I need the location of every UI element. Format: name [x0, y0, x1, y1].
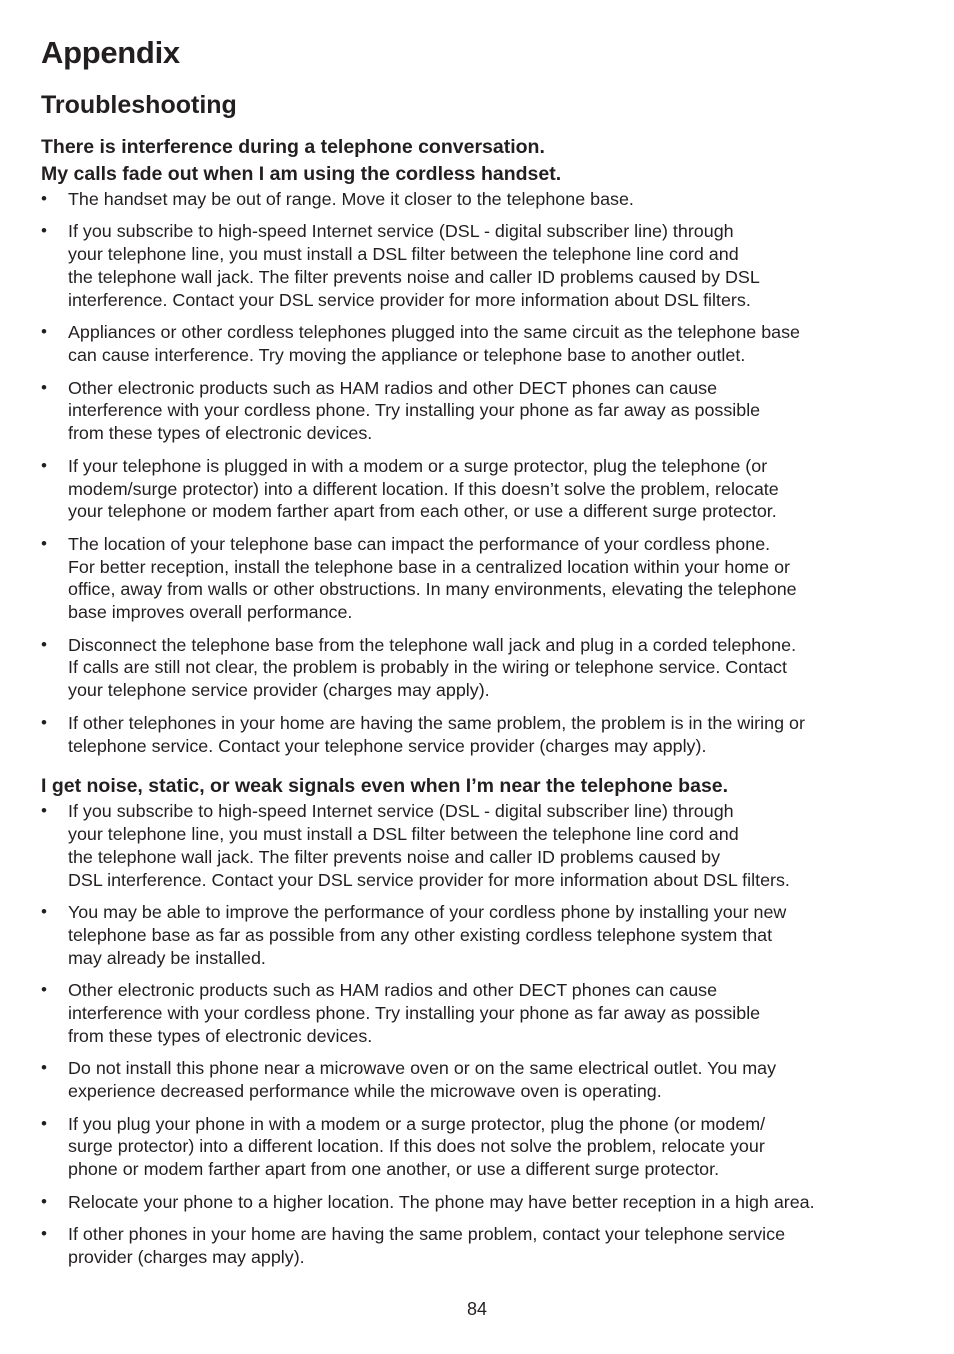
bullet-icon: •: [41, 455, 47, 475]
list-item: [41, 455, 921, 523]
list-item-text: The handset may be out of range. Move it closer to the telephone base.: [68, 189, 634, 209]
list-item-text: If your telephone is plugged in with a modem or a surge protector, plug the telephone (or modem/surge protector) into a different location. If this doesn’t solve the problem, relocate your telephone or modem farther apart from each other, or use a different surge protector.: [68, 455, 779, 522]
list-item-text: Relocate your phone to a higher location. The phone may have better reception in a high area.: [68, 1191, 815, 1212]
list-item: [41, 220, 921, 311]
bullet-icon: •: [41, 221, 47, 241]
list-item: [41, 321, 921, 367]
bullet-icon: •: [41, 1224, 47, 1244]
section-title: Troubleshooting: [41, 91, 237, 119]
page-title: Appendix: [41, 35, 180, 70]
problem-heading-interference: [41, 134, 921, 188]
list-item-text: Other electronic products such as HAM radios and other DECT phones can cause interference with your cordless phone. Try installing your phone as far away as possible from these types of electronic devices.: [68, 377, 761, 444]
list-item: [41, 800, 921, 891]
bullet-icon: •: [41, 1058, 47, 1078]
bullet-icon: •: [41, 902, 47, 922]
list-item: [41, 979, 921, 1047]
page-number: 84: [466, 1299, 488, 1319]
list-item: [41, 1057, 921, 1103]
bullet-icon: •: [41, 377, 47, 397]
list-item-text: If other phones in your home are having the same problem, contact your telephone service provider (charges may apply).: [68, 1224, 786, 1268]
bullet-icon: •: [41, 189, 47, 208]
bullet-icon: •: [41, 533, 47, 553]
bullet-icon: •: [41, 1191, 47, 1211]
problem-heading-line: My calls fade out when I am using the cordless handset.: [41, 163, 562, 185]
list-item: [41, 377, 921, 445]
bullet-icon: •: [41, 801, 47, 821]
list-item: [41, 634, 921, 702]
bullet-icon: •: [41, 712, 47, 732]
problem-heading-line: There is interference during a telephone conversation.: [41, 136, 545, 158]
list-item: [41, 1191, 921, 1214]
list-item: [41, 901, 921, 969]
problem-heading-noise-static: I get noise, static, or weak signals even when I’m near the telephone base.: [41, 775, 729, 798]
list-item-text: If you plug your phone in with a modem or a surge protector, plug the phone (or modem/ surge protector) into a different location. If this does not solve the problem, relocate your phone or modem farther apart from one another, or use a different surge protector.: [68, 1113, 766, 1180]
bullet-icon: •: [41, 322, 47, 342]
list-item: [41, 188, 921, 211]
bullet-icon: •: [41, 1113, 47, 1133]
list-item-text: Other electronic products such as HAM radios and other DECT phones can cause interference with your cordless phone. Try installing your phone as far away as possible from these types of electronic devices.: [68, 980, 761, 1046]
list-item-text: Appliances or other cordless telephones plugged into the same circuit as the telephone base can cause interference. Try moving the appliance or telephone base to another outlet.: [68, 322, 800, 366]
bullet-icon: •: [41, 634, 47, 654]
list-item-text: If you subscribe to high-speed Internet service (DSL - digital subscriber line) through your telephone line, you must install a DSL filter between the telephone line cord and the telephone wall jack. The filter prevents noise and caller ID problems caused by DSL interference. Contact your DSL service provider for more information about DSL filters.: [68, 801, 790, 890]
troubleshooting-content: [41, 134, 921, 1269]
list-item-text: If other telephones in your home are having the same problem, the problem is in the wiring or telephone service. Contact your telephone service provider (charges may apply).: [68, 712, 805, 756]
list-item-text: Disconnect the telephone base from the telephone wall jack and plug in a corded telephone. If calls are still not clear, the problem is probably in the wiring or telephone service. Contact your telephone service provider (charges may apply).: [68, 634, 797, 701]
list-item-text: You may be able to improve the performance of your cordless phone by installing your new telephone base as far as possible from any other existing cordless telephone system that may already be installed.: [68, 902, 787, 968]
list-item: [41, 1113, 921, 1181]
list-item: [41, 533, 921, 624]
bullet-icon: •: [41, 980, 47, 1000]
noise-solutions-list: [41, 800, 921, 1268]
list-item-text: If you subscribe to high-speed Internet service (DSL - digital subscriber line) through your telephone line, you must install a DSL filter between the telephone line cord and the telephone wall jack. The filter prevents noise and caller ID problems caused by DSL interference. Contact your DSL service provider for more information about DSL filters.: [68, 221, 760, 310]
list-item-text: The location of your telephone base can impact the performance of your cordless phone. For better reception, install the telephone base in a centralized location within your home or office, away from walls or other obstructions. In many environments, elevating the telephone base improves overall performance.: [68, 533, 797, 623]
list-item: [41, 1223, 921, 1269]
interference-solutions-list: [41, 188, 921, 757]
list-item: [41, 712, 921, 758]
list-item-text: Do not install this phone near a microwave oven or on the same electrical outlet. You may experience decreased performance while the microwave oven is operating.: [68, 1058, 777, 1102]
